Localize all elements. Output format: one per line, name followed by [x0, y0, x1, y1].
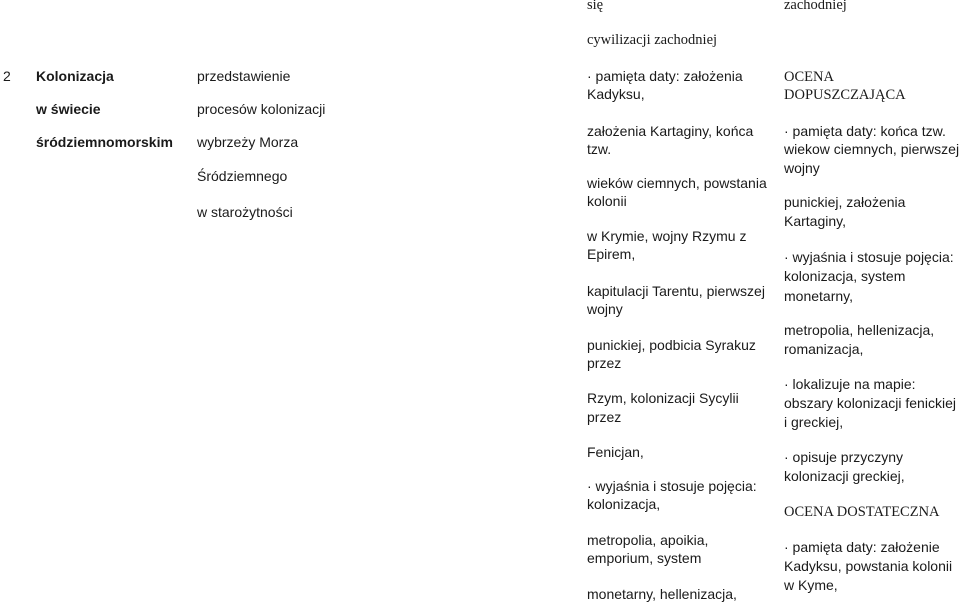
knowledge-line: kolonii	[587, 193, 627, 209]
grade-line: kolonizacji greckiej,	[784, 468, 905, 484]
grade-line: wiekow ciemnych, pierwszej	[784, 141, 960, 157]
grade-heading-dopuszczajaca-1: OCENA	[784, 69, 834, 85]
knowledge-line: wieków ciemnych, powstania	[587, 175, 767, 191]
grade-line: · pamięta daty: założenie	[784, 539, 940, 555]
row-number: 2	[3, 68, 11, 84]
grade-line: punickiej, założenia	[784, 194, 906, 210]
content-line-1: przedstawienie	[197, 68, 291, 84]
grade-line: · opisuje przyczyny	[784, 449, 904, 465]
topic-line-1: Kolonizacja	[36, 68, 114, 84]
content-line-2: procesów kolonizacji	[197, 101, 326, 117]
grade-line: · lokalizuje na mapie:	[784, 376, 916, 392]
grade-line: Kadyksu, powstania kolonii	[784, 558, 953, 574]
knowledge-line: Epirem,	[587, 246, 636, 262]
grade-line: Kartaginy,	[784, 213, 846, 229]
grade-line: wojny	[784, 160, 820, 176]
content-line-5: w starożytności	[197, 204, 293, 220]
col4-top-fragment-1: zachodniej	[784, 0, 847, 13]
knowledge-line: w Krymie, wojny Rzymu z	[587, 228, 747, 244]
knowledge-line: emporium, system	[587, 550, 702, 566]
content-line-4: Śródziemnego	[197, 168, 288, 184]
grade-line: i greckiej,	[784, 414, 844, 430]
col3-top-fragment-2: cywilizacji zachodniej	[587, 32, 718, 48]
knowledge-line: Kadyksu,	[587, 86, 645, 102]
grade-line: · pamięta daty: końca tzw.	[784, 123, 946, 139]
grade-heading-dopuszczajaca-2: DOPUSZCZAJĄCA	[784, 87, 906, 103]
grade-line: monetarny,	[784, 288, 853, 304]
grade-line: w Kyme,	[784, 577, 838, 593]
grade-line: romanizacja,	[784, 341, 864, 357]
knowledge-line: Fenicjan,	[587, 444, 644, 460]
knowledge-line: tzw.	[587, 141, 612, 157]
grade-heading-dostateczna: OCENA DOSTATECZNA	[784, 504, 940, 520]
knowledge-line: założenia Kartaginy, końca	[587, 123, 754, 139]
grade-line: kolonizacja, system	[784, 268, 906, 284]
knowledge-line: kolonizacja,	[587, 496, 661, 512]
topic-line-2: w świecie	[36, 101, 101, 117]
col3-top-fragment-1: się	[587, 0, 604, 13]
grade-line: · wyjaśnia i stosuje pojęcia:	[784, 249, 954, 265]
knowledge-line: punickiej, podbicia Syrakuz	[587, 337, 756, 353]
grade-line: metropolia, hellenizacja,	[784, 322, 935, 338]
knowledge-line: wojny	[587, 301, 623, 317]
knowledge-line: metropolia, apoikia,	[587, 532, 709, 548]
knowledge-line: · pamięta daty: założenia	[587, 68, 743, 84]
knowledge-line: kapitulacji Tarentu, pierwszej	[587, 283, 765, 299]
knowledge-line: Rzym, kolonizacji Sycylii	[587, 390, 739, 406]
grade-line: obszary kolonizacji fenickiej	[784, 395, 956, 411]
knowledge-line: monetarny, hellenizacja,	[587, 586, 737, 602]
content-line-3: wybrzeży Morza	[197, 134, 299, 150]
knowledge-line: · wyjaśnia i stosuje pojęcia:	[587, 478, 757, 494]
topic-line-3: śródziemnomorskim	[36, 134, 173, 150]
knowledge-line: przez	[587, 409, 622, 425]
knowledge-line: przez	[587, 355, 622, 371]
